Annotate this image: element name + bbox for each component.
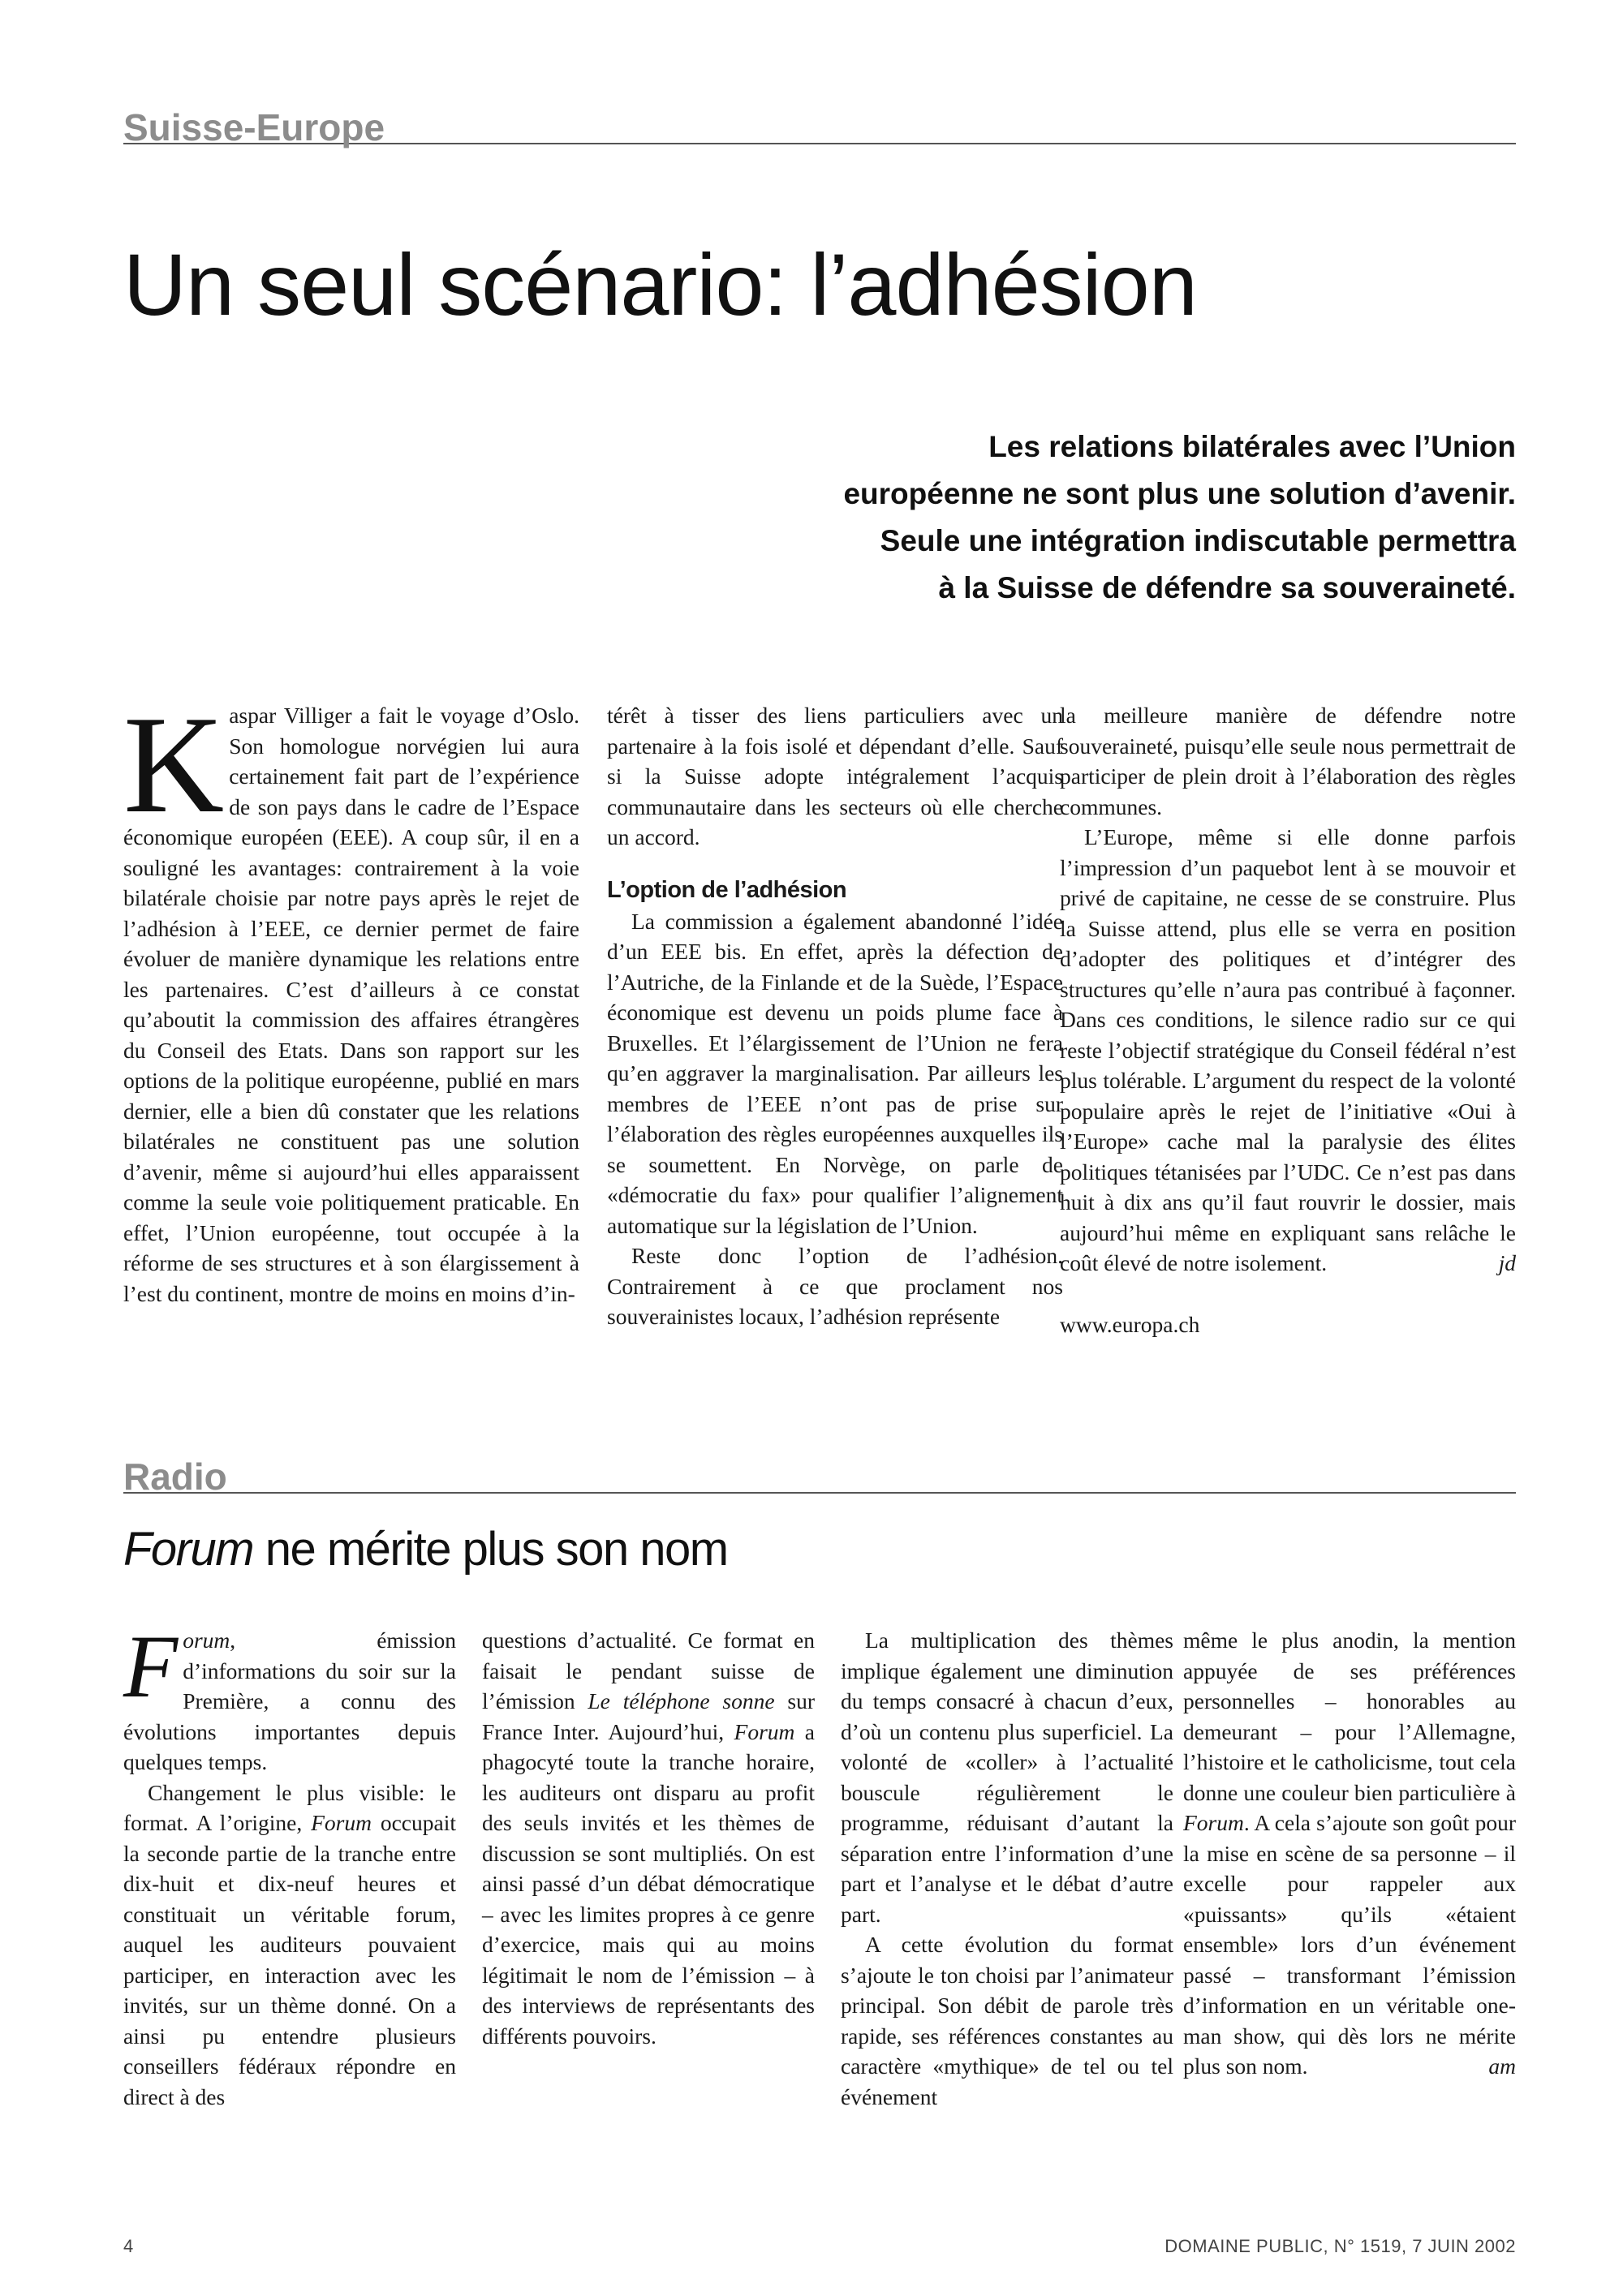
article-body bbox=[123, 688, 1516, 1430]
lead-line: à la Suisse de défendre sa souveraineté. bbox=[938, 571, 1516, 604]
text-column bbox=[607, 700, 1063, 1332]
paragraph-text: occupait la seconde partie de la tranche entre dix-huit et dix-neuf heures et constituait un véritable forum, auquel les auditeurs pouvaient participer, en interaction avec les invités, sur un thème donné. On a ainsi pu entendre plusieurs conseillers fédéraux répondre en direct à des bbox=[123, 1810, 456, 2109]
paragraph-text: , émission d’informations du soir sur la Première, a connu des évolutions importantes depuis quelques temps. bbox=[123, 1627, 456, 1774]
subheading: L’option de l’adhésion bbox=[607, 876, 847, 903]
author-signature: am bbox=[1488, 2053, 1516, 2079]
article-body bbox=[123, 1617, 1516, 2177]
paragraph-text: L’Europe, même si elle donne parfois l’impression d’un paquebot lent à se mouvoir et privé de capitaine, ne cesse de se construire. Plus la Suisse attend, plus elle se verra en position d’adopter des politiques et d’intégrer des structures qu’elle n’aura pas contribué à façonner. Dans ces conditions, le silence radio sur ce qui reste l’objectif stratégique du Conseil fédéral n’est plus tolérable. L’argument du respect de la volonté populaire après le rejet de l’initiative «Oui à l’Europe» cache mal la paralysie des élites politiques tétanisées par l’UDC. Ce n’est pas dans huit à dix ans qu’il faut rouvrir le dossier, mais aujourd’hui même en expliquant sans relâche le coût élevé de notre isolement. bbox=[1060, 824, 1516, 1275]
issue-info: DOMAINE PUBLIC, N° 1519, 7 JUIN 2002 bbox=[1165, 2236, 1516, 2256]
paragraph bbox=[1060, 822, 1516, 1279]
article-title bbox=[123, 1524, 728, 1576]
author-signature: jd bbox=[1498, 1250, 1516, 1275]
italic-text: Le téléphone sonne bbox=[588, 1688, 775, 1713]
paragraph-text: Changement le plus visible: le format. A l’origine, bbox=[123, 1779, 456, 1835]
text-column bbox=[841, 1625, 1173, 2112]
paragraph-text: a phagocyté toute la tranche horaire, les auditeurs ont disparu au profit des seuls invités et les thèmes de discussion se sont multipliés. On est ainsi passé d’un débat démocratique – avec les limites propres à ce genre d’exercice, mais qui au moins légitimait le nom de l’émission – à des interviews de représentants des différents pouvoirs. bbox=[482, 1718, 815, 2049]
title-text: ne mérite plus son nom bbox=[253, 1523, 728, 1576]
section-label: Suisse-Europe bbox=[123, 106, 385, 148]
text-column bbox=[1183, 1625, 1516, 2082]
section-header bbox=[123, 106, 1516, 148]
paragraph bbox=[123, 1617, 456, 1778]
paragraph-text: sur France Inter. Aujourd’hui, bbox=[482, 1688, 815, 1744]
paragraph-text: questions d’actualité. Ce format en faisait le pendant suisse de l’émission bbox=[482, 1627, 815, 1713]
source-link[interactable]: www.europa.ch bbox=[1060, 1311, 1200, 1337]
lead-line: Les relations bilatérales avec l’Union bbox=[988, 430, 1516, 463]
drop-cap: K bbox=[123, 688, 225, 842]
page-number: 4 bbox=[123, 2236, 134, 2256]
section-header bbox=[123, 1455, 1516, 1498]
paragraph: Reste donc l’option de l’adhésion. Contrairement à ce que proclament nos souverainistes locaux, l’adhésion représente bbox=[607, 1243, 1063, 1329]
paragraph bbox=[482, 1625, 815, 2051]
italic-text: Forum bbox=[734, 1718, 795, 1744]
paragraph: térêt à tisser des liens particuliers avec un partenaire à la fois isolé et dépendant d’elle. Sauf si la Suisse adopte intégralement l’acquis communautaire dans les secteurs où elle cherche un accord. bbox=[607, 703, 1063, 849]
paragraph-text: aspar Villiger a fait le voyage d’Oslo. Son homologue norvégien lui aura certainement fait part de l’expérience de son pays dans le cadre de l’Espace économique européen (EEE). A coup sûr, il en a souligné les avantages: contrairement à la voie bilatérale choisie par notre pays après le rejet de l’adhésion à l’EEE, ce dernier permet de faire évoluer de manière dynamique les relations entre les partenaires. C’est d’ailleurs à ce constat qu’aboutit la commission des affaires étrangères du Conseil des Etats. Dans son rapport sur les options de la politique européenne, publié en mars dernier, elle a bien dû constater que les relations bilatérales ne constituent pas une solution d’avenir, même si aujourd’hui elles apparaissent comme la seule voie politiquement praticable. En effet, l’Union européenne, tout occupée à la réforme de ses structures et à son élargissement à l’est du continent, montre de moins en moins d’in- bbox=[123, 703, 579, 1306]
paragraph: La commission a également abandonné l’idée d’un EEE bis. En effet, après la défection de l’Autriche, de la Finlande et de la Suède, l’Espace économique est devenu un poids plume face à Bruxelles. Et l’élargissement de l’Union ne fera qu’en aggraver la marginalisation. Par ailleurs les membres de l’EEE n’ont pas de prise sur l’élaboration des règles européennes auxquelles ils se soumettent. En Norvège, on parle de «démocratie du fax» pour qualifier l’alignement automatique sur la législation de l’Union. bbox=[607, 908, 1063, 1238]
paragraph bbox=[123, 688, 579, 1309]
paragraph: A cette évolution du format s’ajoute le ton choisi par l’animateur principal. Son débit de parole très rapide, ses références constantes au caractère «mythique» de tel ou tel événement bbox=[841, 1932, 1173, 2109]
italic-text: orum bbox=[183, 1627, 230, 1653]
drop-cap: F bbox=[123, 1617, 179, 1716]
paragraph: La multiplication des thèmes implique également une diminution du temps consacré à chacun d’eux, d’où un contenu plus superficiel. La volonté de «coller» à l’actualité bouscule régulièrement le programme, réduisant d’autant la séparation entre l’information d’une part et l’analyse et le débat d’autre part. bbox=[841, 1627, 1173, 1927]
text-column bbox=[123, 1617, 456, 2112]
italic-text: Forum bbox=[311, 1810, 372, 1835]
text-column bbox=[482, 1625, 815, 2051]
article-title: Un seul scénario: l’adhésion bbox=[123, 235, 1197, 333]
italic-text: Forum bbox=[1183, 1810, 1244, 1835]
article-lead bbox=[704, 424, 1516, 612]
title-italic: Forum bbox=[123, 1523, 254, 1576]
paragraph: la meilleure manière de défendre notre souveraineté, puisqu’elle seule nous permettrait de participer de plein droit à l’élaboration des règles communes. bbox=[1060, 703, 1516, 819]
paragraph bbox=[123, 1778, 456, 2113]
lead-line: Seule une intégration indiscutable permettra bbox=[880, 524, 1516, 557]
paragraph-text: même le plus anodin, la mention appuyée de ses préférences personnelles – honorables au demeurant – pour l’Allemagne, l’histoire et le catholicisme, tout cela donne une couleur bien particulière à bbox=[1183, 1627, 1516, 1805]
paragraph-text: . A cela s’ajoute son goût pour la mise en scène de sa personne – il excelle pour rappeler aux «puissants» qu’ils «étaient ensemble» lors d’un événement passé – transformant l’émission d’information en un véritable one-man show, qui dès lors ne mérite plus son nom. bbox=[1183, 1810, 1516, 2079]
text-column bbox=[123, 688, 579, 1309]
section-label: Radio bbox=[123, 1455, 227, 1498]
paragraph bbox=[1183, 1625, 1516, 2082]
text-column bbox=[1060, 700, 1516, 1339]
lead-line: européenne ne sont plus une solution d’avenir. bbox=[843, 477, 1516, 510]
